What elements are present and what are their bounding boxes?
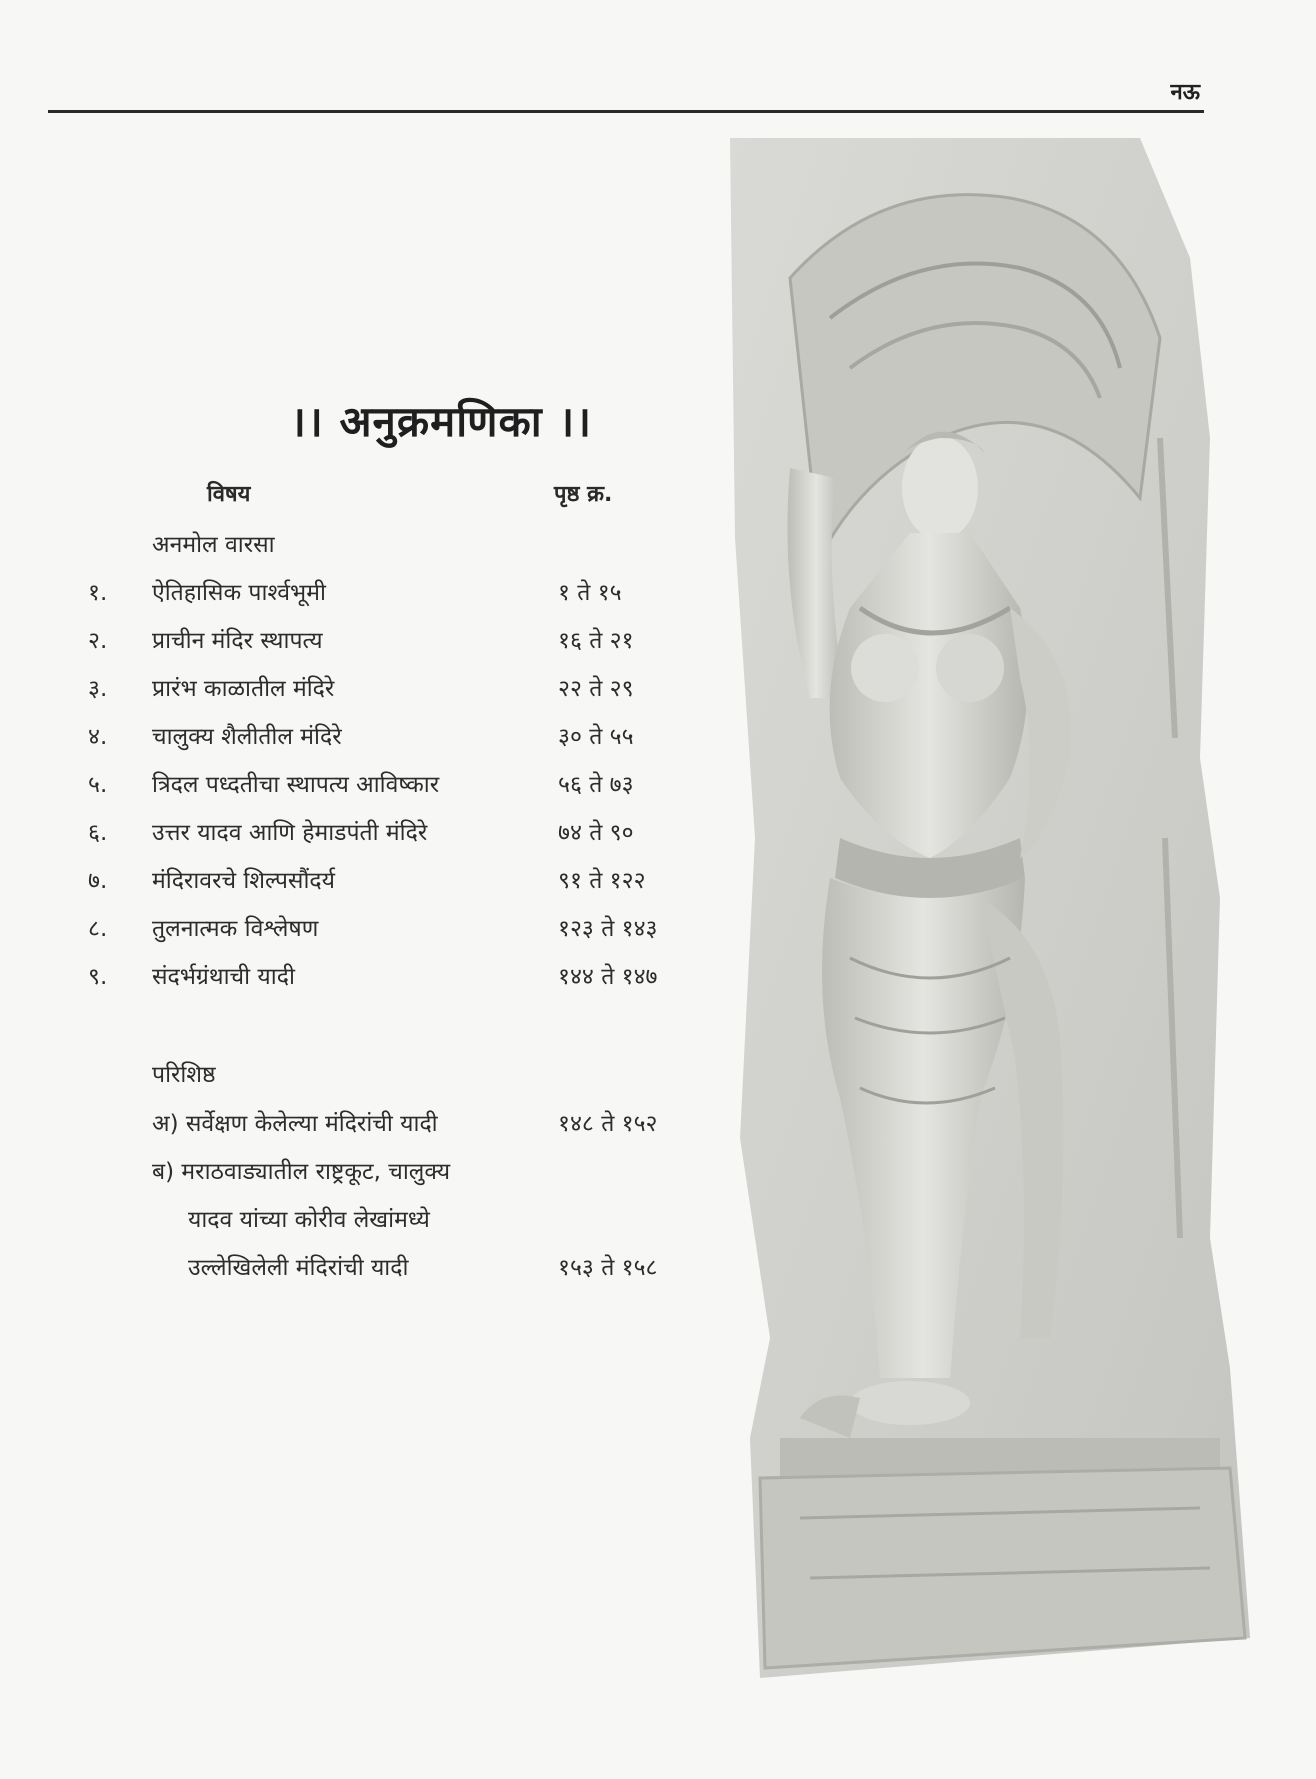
chapter-number: १. — [88, 580, 108, 606]
section-label: परिशिष्ठ — [152, 1062, 216, 1088]
section-heading-appendix — [0, 1057, 720, 1097]
page-range: १४४ ते १४७ — [558, 964, 658, 990]
toc-row — [0, 863, 720, 903]
toc-row — [0, 767, 720, 807]
toc-row — [0, 1106, 720, 1146]
toc-row — [0, 575, 720, 615]
page-range: १४८ ते १५२ — [558, 1111, 658, 1137]
chapter-number: ६. — [88, 820, 108, 846]
chapter-title: प्राचीन मंदिर स्थापत्य — [152, 628, 323, 654]
appendix-title: अ) सर्वेक्षण केलेल्या मंदिरांची यादी — [152, 1111, 438, 1137]
chapter-number: ३. — [88, 676, 108, 702]
toc-row — [0, 1250, 720, 1290]
chapter-title: ऐतिहासिक पार्श्वभूमी — [152, 580, 326, 606]
section-heading-main — [0, 527, 720, 567]
toc-row — [0, 815, 720, 855]
section-label: अनमोल वारसा — [152, 532, 275, 558]
chapter-title: त्रिदल पध्दतीचा स्थापत्य आविष्कार — [152, 772, 440, 798]
page-title: ।। अनुक्रमणिका ।। — [290, 397, 593, 446]
page-range: १ ते १५ — [558, 580, 622, 606]
toc-row — [0, 911, 720, 951]
appendix-title: ब) मराठवाड्यातील राष्ट्रकूट, चालुक्य — [152, 1159, 451, 1185]
column-header-subject: विषय — [207, 482, 251, 507]
toc-row — [0, 959, 720, 999]
page-range: ७४ ते ९० — [558, 820, 634, 846]
page-range: ३० ते ५५ — [558, 724, 634, 750]
toc-row — [0, 671, 720, 711]
chapter-title: चालुक्य शैलीतील मंदिरे — [152, 724, 342, 750]
toc-row-continued — [0, 1202, 720, 1242]
page-range: ५६ ते ७३ — [558, 772, 634, 798]
toc-row — [0, 1154, 720, 1194]
page-number: नऊ — [1170, 80, 1200, 105]
chapter-title: प्रारंभ काळातील मंदिरे — [152, 676, 335, 702]
chapter-number: ५. — [88, 772, 108, 798]
column-header-page: पृष्ठ क्र. — [554, 482, 613, 507]
page-range: १२३ ते १४३ — [558, 916, 658, 942]
chapter-number: ९. — [88, 964, 108, 990]
chapter-number: ४. — [88, 724, 108, 750]
page-range: ९१ ते १२२ — [558, 868, 646, 894]
chapter-title: मंदिरावरचे शिल्पसौंदर्य — [152, 868, 335, 894]
page-range: २२ ते २९ — [558, 676, 634, 702]
toc-row — [0, 719, 720, 759]
chapter-title: उत्तर यादव आणि हेमाडपंती मंदिरे — [152, 820, 428, 846]
chapter-number: २. — [88, 628, 108, 654]
toc-row — [0, 623, 720, 663]
chapter-title: संदर्भग्रंथाची यादी — [152, 964, 295, 990]
chapter-number: ७. — [88, 868, 108, 894]
appendix-title-continued: यादव यांच्या कोरीव लेखांमध्ये — [188, 1207, 430, 1233]
chapter-number: ८. — [88, 916, 108, 942]
page-range: १६ ते २१ — [558, 628, 634, 654]
page-range: १५३ ते १५८ — [558, 1255, 658, 1281]
appendix-title-continued: उल्लेखिलेली मंदिरांची यादी — [188, 1255, 409, 1281]
sculpture-image — [720, 138, 1250, 1678]
chapter-title: तुलनात्मक विश्लेषण — [152, 916, 319, 942]
header-rule — [48, 110, 1204, 113]
